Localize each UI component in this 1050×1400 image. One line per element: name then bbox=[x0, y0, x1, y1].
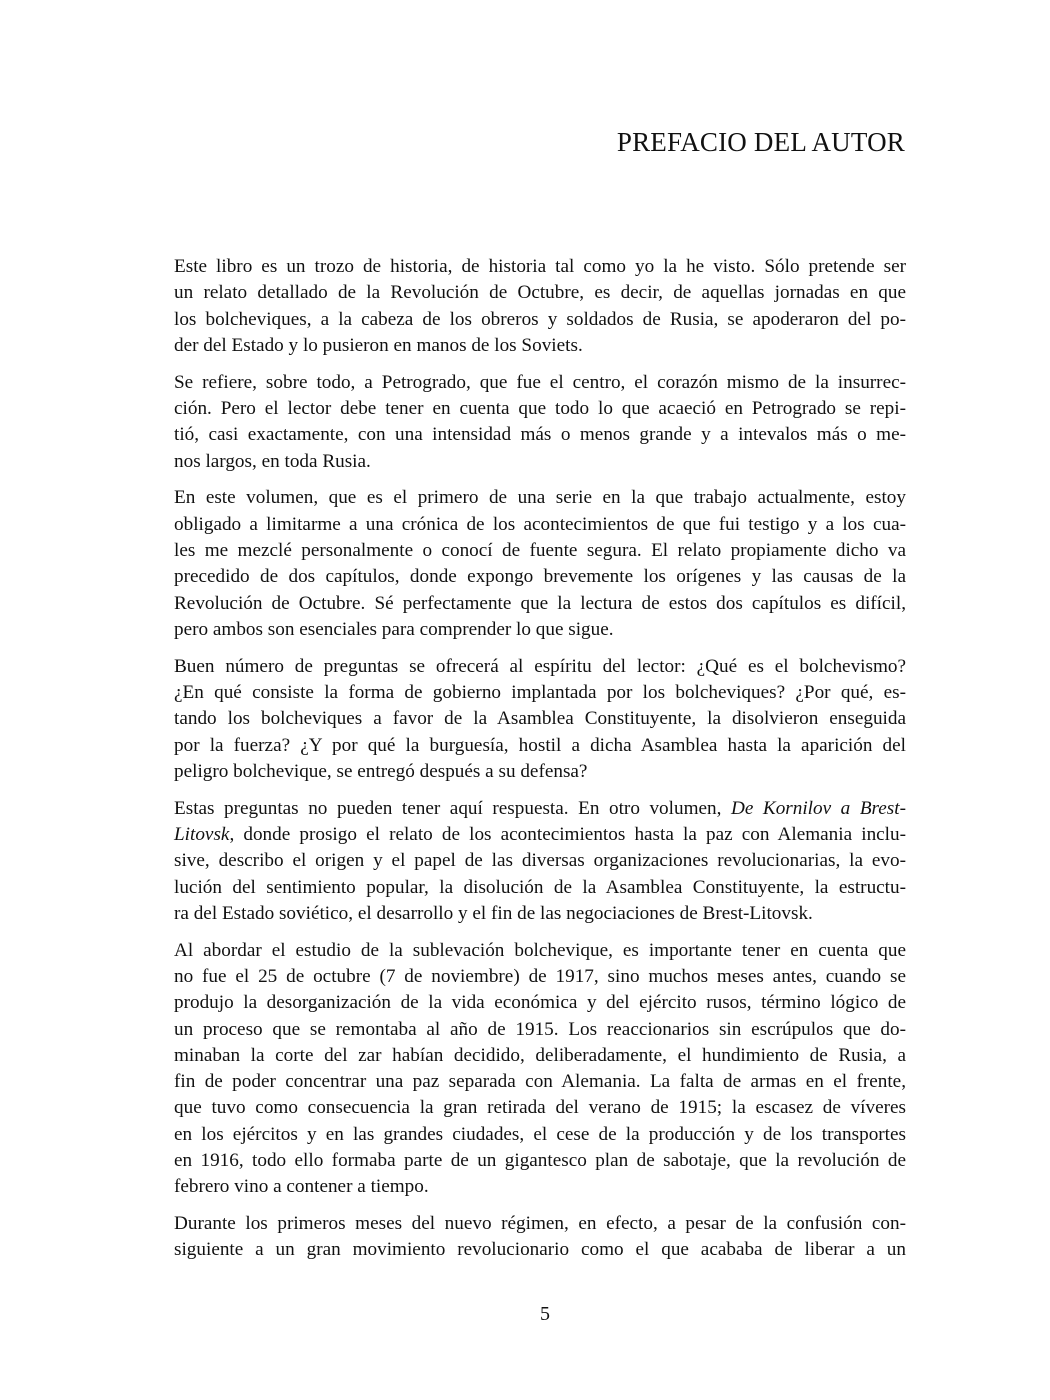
text-line: obligado a limitarme a una crónica de los acontecimientos de que fui testigo y a los cua- bbox=[174, 513, 906, 535]
text-line: Se refiere, sobre todo, a Petrogrado, que fue el centro, el corazón mismo de la insurrec- bbox=[174, 371, 906, 393]
text-line: minaban la corte del zar habían decidido, deliberadamente, el hundimiento de Rusia, a bbox=[174, 1044, 906, 1066]
text-line: en 1916, todo ello formaba parte de un gigantesco plan de sabotaje, que la revolución de bbox=[174, 1150, 906, 1171]
body-text bbox=[174, 254, 906, 1274]
paragraph-5 bbox=[174, 796, 906, 927]
text-line: que tuvo como consecuencia la gran retirada del verano de 1915; la escasez de víveres bbox=[174, 1097, 906, 1119]
text-line: peligro bolchevique, se entregó después a su defensa? bbox=[174, 760, 588, 782]
text-line: sive, describo el origen y el papel de las diversas organizaciones revolucionarias, la evo- bbox=[174, 850, 906, 872]
text-line: tió, casi exactamente, con una intensidad más o menos grande y a intevalos más o me- bbox=[174, 424, 906, 446]
book-title-italic: De Kornilov a Brest- bbox=[730, 797, 906, 819]
text-line: fin de poder concentrar una paz separada con Alemania. La falta de armas en el frente, bbox=[174, 1071, 906, 1093]
text-line: un relato detallado de la Revolución de Octubre, es decir, de aquellas jornadas en que bbox=[174, 282, 906, 304]
text-line: ¿En qué consiste la forma de gobierno implantada por los bolcheviques? ¿Por qué, es- bbox=[174, 681, 906, 703]
text-run: Estas preguntas no pueden tener aquí respuesta. En otro volumen, bbox=[174, 797, 731, 819]
text-line: ra del Estado soviético, el desarrollo y el fin de las negociaciones de Brest-Litovsk. bbox=[174, 902, 813, 924]
text-line: en los ejércitos y en las grandes ciudades, el cese de la producción y de los transportes bbox=[174, 1123, 906, 1145]
text-line: por la fuerza? ¿Y por qué la burguesía, hostil a dicha Asamblea hasta la aparición del bbox=[174, 734, 906, 756]
text-line: ción. Pero el lector debe tener en cuenta que todo lo que acaeció en Petrogrado se repi- bbox=[174, 397, 906, 419]
text-line: der del Estado y lo pusieron en manos de los Soviets. bbox=[174, 334, 583, 356]
text-line: Revolución de Octubre. Sé perfectamente que la lectura de estos dos capítulos es difícil, bbox=[174, 592, 906, 614]
text-line: Al abordar el estudio de la sublevación bolchevique, es importante tener en cuenta que bbox=[174, 939, 906, 961]
text-line: les me mezclé personalmente o conocí de fuente segura. El relato propiamente dicho va bbox=[174, 539, 906, 561]
paragraph-7 bbox=[174, 1211, 906, 1264]
text-run: , donde prosigo el relato de los acontecimientos hasta la paz con Alemania inclu- bbox=[229, 823, 906, 845]
text-line: lución del sentimiento popular, la disolución de la Asamblea Constituyente, la estructu- bbox=[174, 876, 906, 898]
text-line: siguiente a un gran movimiento revolucionario como el que acababa de liberar a un bbox=[174, 1239, 906, 1261]
text-line: Este libro es un trozo de historia, de historia tal como yo la he visto. Sólo pretende ser bbox=[174, 256, 906, 277]
text-line: Buen número de preguntas se ofrecerá al espíritu del lector: ¿Qué es el bolchevismo? bbox=[174, 655, 906, 677]
text-line: no fue el 25 de octubre (7 de noviembre) de 1917, sino muchos meses antes, cuando se bbox=[174, 965, 906, 987]
text-line: los bolcheviques, a la cabeza de los obreros y soldados de Rusia, se apoderaron del po- bbox=[174, 308, 906, 330]
chapter-title: PREFACIO DEL AUTOR bbox=[616, 127, 905, 157]
text-line: precedido de dos capítulos, donde expongo brevemente los orígenes y las causas de la bbox=[174, 566, 906, 588]
paragraph-6 bbox=[174, 938, 906, 1201]
text-line: tando los bolcheviques a favor de la Asamblea Constituyente, la disolvieron enseguida bbox=[174, 708, 906, 730]
text-line: En este volumen, que es el primero de una serie en la que trabajo actualmente, estoy bbox=[174, 487, 906, 509]
book-title-italic: Litovsk bbox=[174, 823, 230, 845]
paragraph-3 bbox=[174, 485, 906, 643]
page-number: 5 bbox=[540, 1303, 550, 1325]
paragraph-2 bbox=[174, 370, 906, 475]
text-line: Durante los primeros meses del nuevo régimen, en efecto, a pesar de la confusión con- bbox=[174, 1213, 906, 1235]
text-line bbox=[174, 796, 906, 822]
paragraph-4 bbox=[174, 654, 906, 785]
text-line: produjo la desorganización de la vida económica y del ejército rusos, término lógico de bbox=[174, 992, 906, 1014]
text-line: pero ambos son esenciales para comprender lo que sigue. bbox=[174, 618, 614, 640]
text-line: un proceso que se remontaba al año de 1915. Los reaccionarios sin escrúpulos que do- bbox=[174, 1018, 906, 1040]
text-line: febrero vino a contener a tiempo. bbox=[174, 1176, 429, 1198]
text-line: nos largos, en toda Rusia. bbox=[174, 450, 371, 472]
paragraph-1 bbox=[174, 254, 906, 359]
text-line bbox=[174, 822, 906, 848]
